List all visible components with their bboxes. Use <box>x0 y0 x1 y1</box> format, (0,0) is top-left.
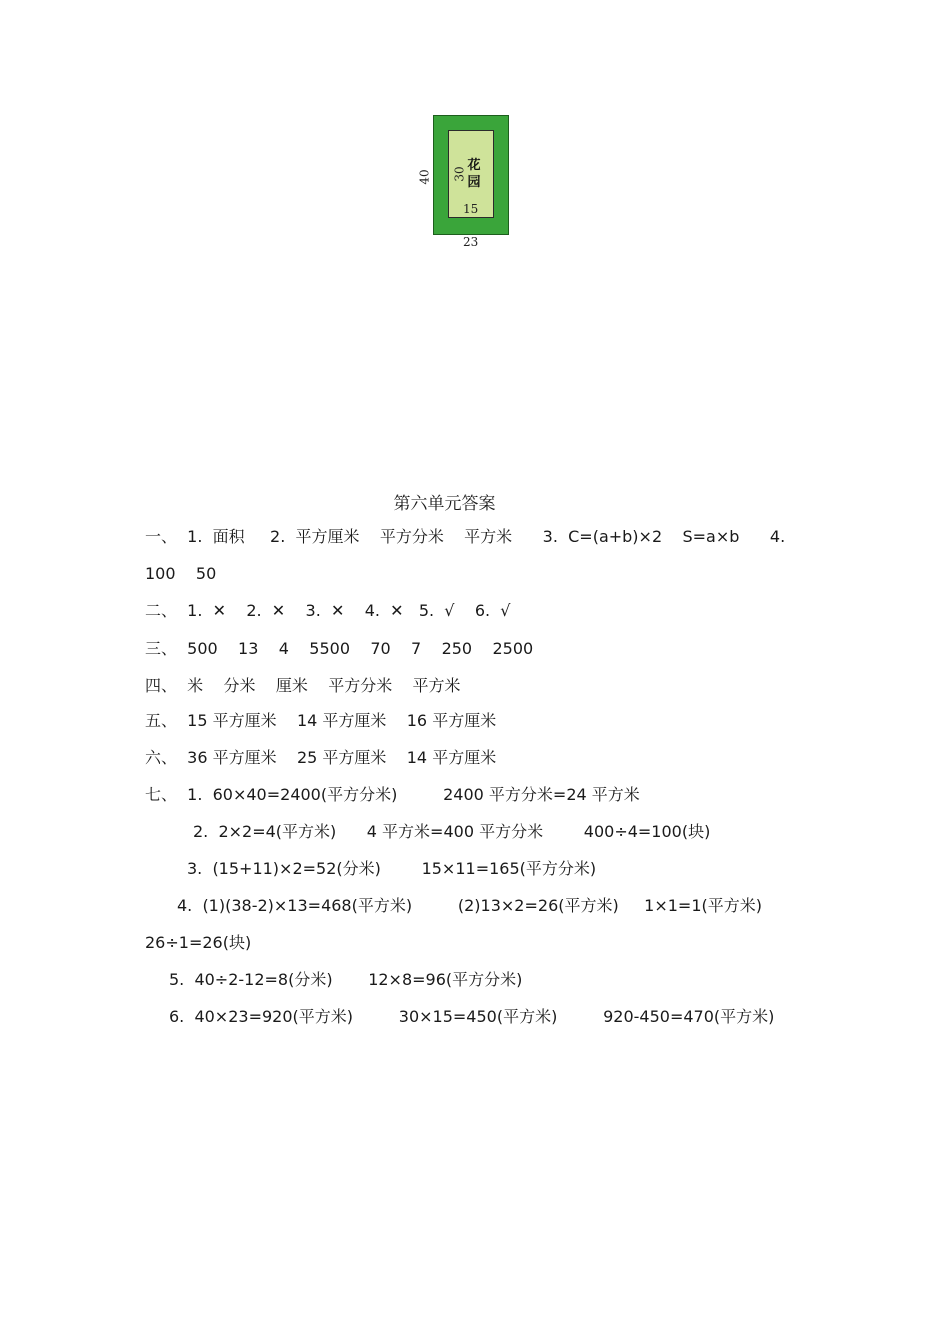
answer-line: 4. (1)(38-2)×13=468(平方米) (2)13×2=26(平方米) 1×1=1(平方米) <box>177 896 762 915</box>
answer-line: 六、 36 平方厘米 25 平方厘米 14 平方厘米 <box>145 748 497 767</box>
answer-line: 四、 米 分米 厘米 平方分米 平方米 <box>145 676 461 695</box>
answer-line: 26÷1=26(块) <box>145 933 252 952</box>
garden-label <box>467 157 481 191</box>
outer-rectangle <box>433 115 509 235</box>
answers-title: 第六单元答案 <box>393 494 496 514</box>
garden-char-2: 园 <box>467 175 481 190</box>
answer-line: 5. 40÷2-12=8(分米) 12×8=96(平方分米) <box>169 970 523 989</box>
answer-line: 七、 1. 60×40=2400(平方分米) 2400 平方分米=24 平方米 <box>145 785 640 804</box>
answer-line: 3. (15+11)×2=52(分米) 15×11=165(平方分米) <box>187 859 597 878</box>
answer-line: 2. 2×2=4(平方米) 4 平方米=400 平方分米 400÷4=100(块) <box>193 822 711 841</box>
inner-width-label: 15 <box>463 202 479 216</box>
garden-char-1: 花 <box>467 158 481 173</box>
outer-width-label: 23 <box>463 235 479 249</box>
answer-line: 二、 1. ✕ 2. ✕ 3. ✕ 4. ✕ 5. √ 6. √ <box>145 601 511 620</box>
answer-line: 一、 1. 面积 2. 平方厘米 平方分米 平方米 3. C=(a+b)×2 S=a×b 4. <box>145 527 786 546</box>
answer-line: 100 50 <box>145 564 217 583</box>
answer-line: 五、 15 平方厘米 14 平方厘米 16 平方厘米 <box>145 711 497 730</box>
garden-diagram <box>415 112 525 252</box>
answer-line: 6. 40×23=920(平方米) 30×15=450(平方米) 920-450=470(平方米) <box>169 1007 775 1026</box>
answer-line: 三、 500 13 4 5500 70 7 250 2500 <box>145 639 534 658</box>
inner-height-label: 30 <box>452 166 467 182</box>
outer-height-label: 40 <box>417 169 432 185</box>
